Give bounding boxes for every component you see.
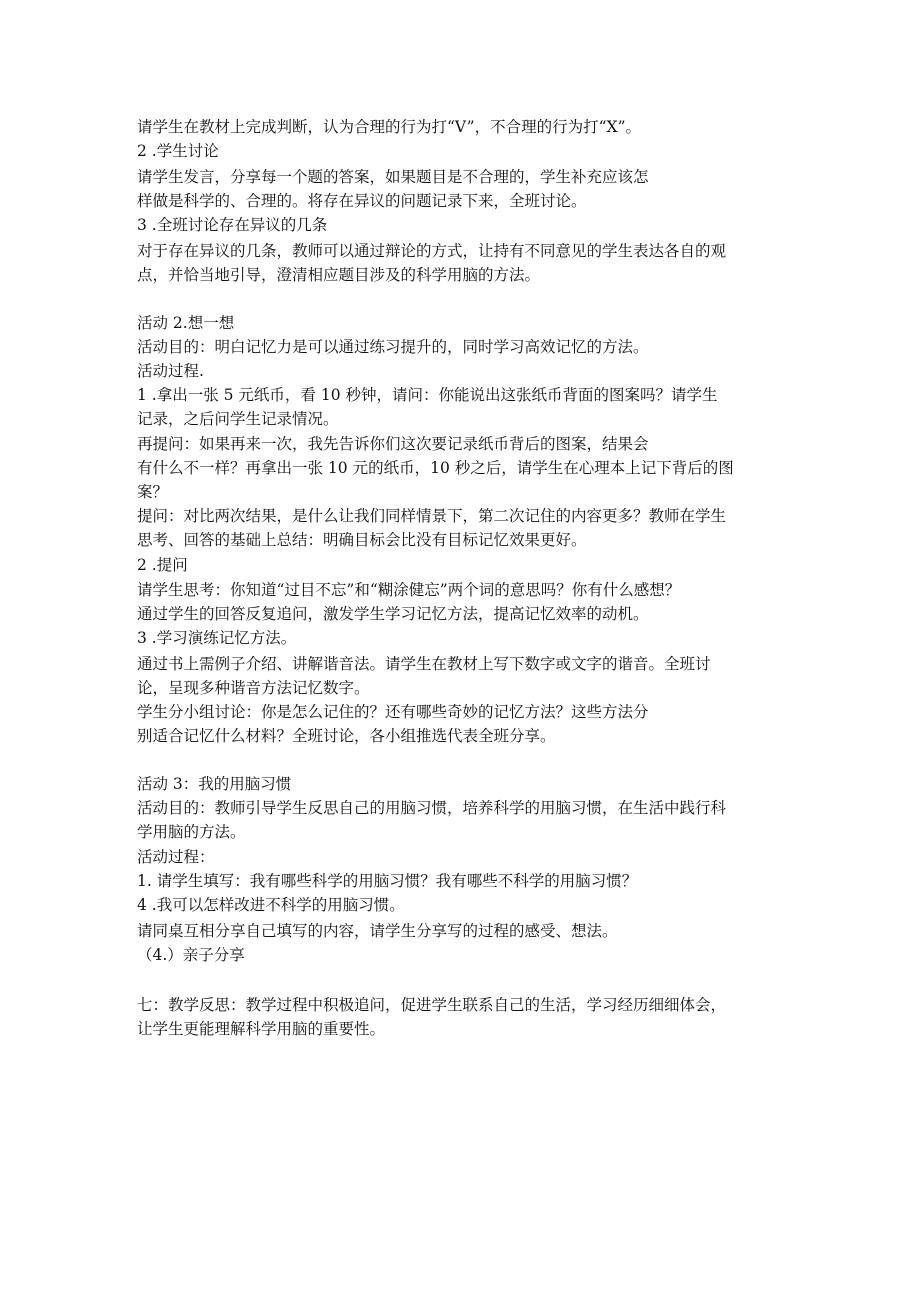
text-line: 活动过程： xyxy=(137,848,215,866)
text-line: 学用脑的方法。 xyxy=(137,823,246,841)
section-heading: （4.）亲子分享 xyxy=(137,946,245,964)
text-line: 活动过程. xyxy=(137,362,204,380)
text-line: 请学生思考：你知道“过目不忘”和“糊涂健忘”两个词的意思吗？你有什么感想？ xyxy=(137,581,681,599)
text-line: 通过书上需例子介绍、讲解谐音法。请学生在教材上写下数字或文字的谐音。全班讨 xyxy=(137,655,711,673)
section-heading: 3 .学习演练记忆方法。 xyxy=(137,629,297,647)
text-line: 通过学生的回答反复追问，激发学生学习记忆方法，提高记忆效率的动机。 xyxy=(137,605,649,623)
reflection-line: 让学生更能理解科学用脑的重要性。 xyxy=(137,1020,386,1038)
text-line: 对于存在异议的几条，教师可以通过辩论的方式，让持有不同意见的学生表达各自的观 xyxy=(137,242,727,260)
text-line: 请学生在教材上完成判断，认为合理的行为打“V”，不合理的行为打“X”。 xyxy=(137,118,641,136)
reflection-line: 七：教学反思：教学过程中积极追问，促进学生联系自己的生活，学习经历细细体会， xyxy=(137,996,727,1014)
text-line: 1 .拿出一张 5 元纸币，看 10 秒钟，请问：你能说出这张纸币背面的图案吗？请学生 xyxy=(137,386,718,404)
text-line: 请学生发言，分享每一个题的答案，如果题目是不合理的，学生补充应该怎 xyxy=(137,168,649,186)
text-line: 样做是科学的、合理的。将存在异议的问题记录下来，全班讨论。 xyxy=(137,192,587,210)
section-heading: 2 .提问 xyxy=(137,556,188,574)
activity-heading: 活动 2.想一想 xyxy=(137,314,235,332)
text-line: 有什么不一样？再拿出一张 10 元的纸币，10 秒之后，请学生在心理本上记下背后的图 xyxy=(137,459,734,477)
text-line: 别适合记忆什么材料？全班讨论，各小组推选代表全班分享。 xyxy=(137,727,556,745)
text-line: 学生分小组讨论：你是怎么记住的？还有哪些奇妙的记忆方法？这些方法分 xyxy=(137,703,649,721)
text-line: 记录，之后问学生记录情况。 xyxy=(137,410,339,428)
text-line: 案？ xyxy=(137,483,169,501)
text-line: 请同桌互相分享自己填写的内容，请学生分享写的过程的感受、想法。 xyxy=(137,922,618,940)
section-heading: 4 .我可以怎样改进不科学的用脑习惯。 xyxy=(137,896,405,914)
activity-heading: 活动 3：我的用脑习惯 xyxy=(137,775,292,793)
text-line: 思考、回答的基础上总结：明确目标会比没有目标记忆效果更好。 xyxy=(137,531,587,549)
text-line: 提问：对比两次结果，是什么让我们同样情景下，第二次记住的内容更多？教师在学生 xyxy=(137,507,727,525)
section-heading: 2 .学生讨论 xyxy=(137,142,219,160)
text-line: 再提问：如果再来一次，我先告诉你们这次要记录纸币背后的图案，结果会 xyxy=(137,435,649,453)
text-line: 活动目的：明白记忆力是可以通过练习提升的，同时学习高效记忆的方法。 xyxy=(137,338,649,356)
text-line: 1. 请学生填写：我有哪些科学的用脑习惯？我有哪些不科学的用脑习惯？ xyxy=(137,872,638,890)
text-line: 活动目的：教师引导学生反思自己的用脑习惯，培养科学的用脑习惯，在生活中践行科 xyxy=(137,799,727,817)
section-heading: 3 .全班讨论存在异议的几条 xyxy=(137,216,328,234)
text-line: 论，呈现多种谐音方法记忆数字。 xyxy=(137,679,370,697)
text-line: 点，并恰当地引导，澄清相应题目涉及的科学用脑的方法。 xyxy=(137,266,541,284)
